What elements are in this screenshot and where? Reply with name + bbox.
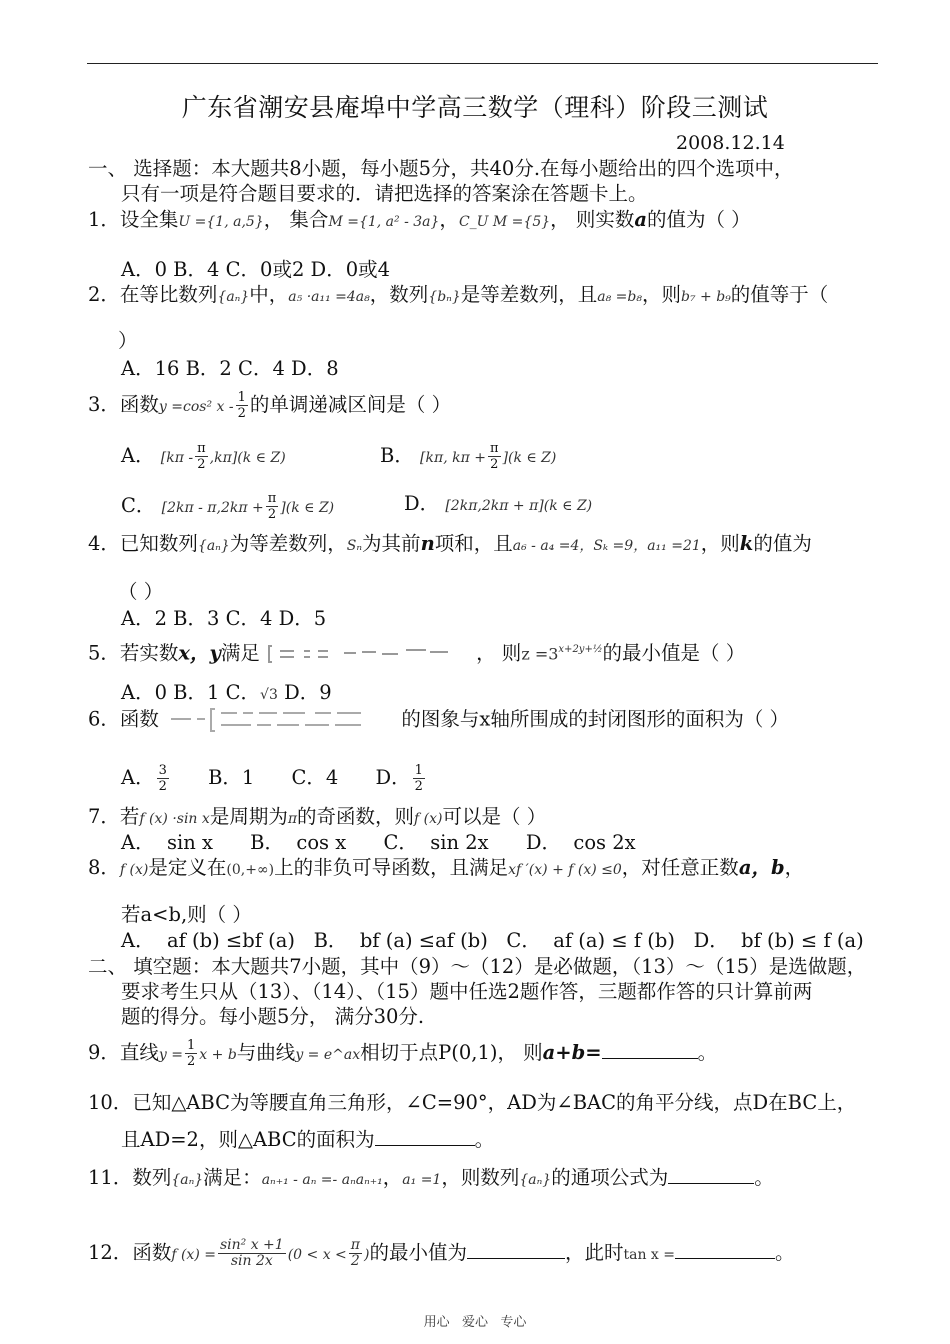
exam-title: 广东省潮安县庵埠中学高三数学（理科）阶段三测试: [181, 93, 769, 122]
q2-cond: a₅ ·a₁₁ =4a₈: [288, 289, 370, 305]
q12-tan: tan x =: [623, 1247, 675, 1263]
q3-opt-fraction: [195, 441, 208, 472]
question-8: [88, 855, 804, 883]
q5-options-text: D．9: [277, 681, 332, 704]
q3-option-label: D．: [404, 492, 440, 515]
q3-frac-den: 2: [267, 507, 277, 522]
q5-text: 5．若实数: [88, 641, 179, 665]
question-12: [88, 1238, 795, 1269]
q8-ab: a，b: [738, 856, 785, 879]
q9-answer-blank[interactable]: [602, 1040, 698, 1059]
question-1: [88, 207, 751, 235]
q8-options: A． af (b) ≤bf (a) B． bf (a) ≤af (b) C． af (a) ≤ f (b) D． bf (b) ≤ f (a): [121, 929, 864, 952]
q3-opt-expr: ](k ∈ Z): [502, 450, 557, 466]
q5-text: 的最小值是（ ）: [602, 641, 746, 665]
q3-option-label: B．: [380, 444, 414, 467]
q3-frac-den: 2: [490, 457, 499, 472]
q12-text: 的最小值为: [369, 1241, 467, 1264]
q10-line2: [121, 1127, 494, 1153]
q4-seq: {aₙ}: [197, 538, 230, 554]
q11-seq: {aₙ}: [171, 1172, 204, 1188]
q5-text: ， 则: [476, 641, 522, 665]
q4-k: k: [739, 532, 754, 555]
q7-expr: f (x) ·sin x: [139, 811, 210, 827]
q8-text: ，对任意正数: [621, 856, 739, 879]
q3-opt-expr: [kπ, kπ +: [420, 450, 486, 466]
q12-min-blank[interactable]: [467, 1240, 565, 1259]
q6-text: 6．函数: [88, 707, 159, 731]
q3-opt-expr: ,kπ](k ∈ Z): [209, 450, 286, 466]
q11-text: ，: [382, 1166, 403, 1189]
q7-text: 可以是（ ）: [442, 805, 547, 828]
q3-option-label: C．: [121, 494, 156, 517]
exam-date: 2008.12.14: [676, 132, 785, 154]
q5-z: z =3: [521, 644, 559, 664]
q3-text: 3．函数: [88, 393, 159, 416]
q4-sn: Sₙ: [346, 538, 363, 554]
q4-text: 为其前: [362, 532, 421, 555]
question-4: [88, 531, 812, 559]
q3-opt-expr: [kπ -: [160, 450, 194, 466]
q6-frac-den: 2: [158, 779, 167, 794]
q12-frac-den: sin 2x: [230, 1253, 273, 1269]
q2-text: 中，: [249, 283, 289, 306]
q12-fx: f (x) =: [171, 1247, 216, 1263]
q7-text: 的奇函数，则: [297, 805, 415, 828]
q8-fx: f (x): [119, 862, 149, 878]
q11-initial: a₁ =1: [402, 1172, 442, 1188]
q1-text: ， 则实数: [550, 208, 635, 231]
q1-set-u: U ={1, a,5}: [178, 214, 264, 230]
q11-text: ，则数列: [441, 1166, 520, 1189]
q4-text: 为等差数列，: [229, 532, 347, 555]
q12-domain-fraction: [349, 1238, 362, 1269]
q4-cond: ，Sₖ =9: [579, 538, 634, 554]
q12-frac-num: π: [350, 1237, 360, 1253]
q6-options-text: A．: [121, 766, 155, 789]
q1-text: ， 集合: [263, 208, 329, 231]
q6-frac-num: 1: [414, 763, 423, 778]
question-7: [88, 804, 546, 832]
section2-heading: 二、 填空题：本大题共7小题，其中（9）～（12）是必做题，（13）～（15）是选做题，: [88, 955, 867, 978]
q6-frac-num: 3: [158, 763, 167, 778]
q3-frac-den: 2: [197, 457, 206, 472]
q3-frac-num: 1: [237, 390, 246, 405]
q10-text: 。: [474, 1128, 495, 1151]
q6-function-image: [165, 705, 395, 735]
q9-text: 9．直线: [88, 1041, 159, 1064]
q8-domain: (0,+∞): [226, 862, 275, 878]
q6-opt-d-fraction: [413, 763, 425, 794]
q9-fraction: [185, 1038, 197, 1069]
q12-tan-blank[interactable]: [675, 1240, 775, 1259]
q6-options: [121, 763, 427, 794]
q9-frac-den: 2: [187, 1054, 196, 1069]
q1-var: a: [634, 208, 647, 231]
q6-options-text: B．1 C．4 D．: [170, 766, 411, 789]
q2-text: 2．在等比数列: [88, 283, 218, 306]
q11-text: 。: [754, 1166, 774, 1189]
q4-text: 项和，且: [434, 532, 513, 555]
q8-text: 是定义在: [148, 856, 227, 879]
q4-n: n: [420, 532, 435, 555]
q2-seq-a: {aₙ}: [217, 289, 250, 305]
q6-text: 的图象与x轴所围成的封闭图形的面积为（ ）: [401, 707, 790, 731]
q3-option-c: [121, 491, 334, 522]
q2-options: A．16 B．2 C．4 D．8: [121, 357, 339, 380]
q4-cond: ，a₁₁ =21: [633, 538, 701, 554]
q11-text: 的通项公式为: [551, 1166, 669, 1189]
q8-text: 8．: [88, 856, 120, 879]
q3-option-d: [404, 491, 592, 519]
q5-options-text: A．0 B．1 C．: [121, 681, 261, 704]
q4-text: ，则: [700, 532, 740, 555]
q3-frac-num: π: [197, 441, 206, 456]
q5-sqrt: √3: [260, 687, 278, 703]
q9-text: 与曲线: [236, 1041, 296, 1064]
q4-text: 的值为: [753, 532, 812, 555]
q3-frac-num: π: [489, 441, 499, 456]
q3-fraction: [236, 390, 248, 421]
q9-line: x + b: [199, 1047, 237, 1063]
section1-heading: 一、 选择题：本大题共8小题，每小题5分，共40分.在每小题给出的四个选项中，: [88, 157, 794, 180]
q11-text: 11．数列: [88, 1166, 172, 1189]
q2-text: ，则: [641, 283, 681, 306]
q3-option-b: [380, 441, 556, 472]
question-5: [88, 637, 745, 668]
top-rule: [87, 63, 878, 64]
q9-text: 相切于点P(0,1)， 则: [360, 1041, 543, 1064]
q3-text: 的单调递减区间是（ ）: [249, 393, 452, 416]
q3-frac-den: 2: [237, 406, 246, 421]
q8-line2: 若a<b,则（ ）: [121, 903, 252, 926]
q12-frac-num: sin² x +1: [219, 1237, 284, 1253]
q4-cond: a₆ - a₄ =4: [512, 538, 580, 554]
q1-text: 1．设全集: [88, 208, 179, 231]
question-11: [88, 1165, 774, 1193]
q11-answer-blank[interactable]: [668, 1165, 754, 1184]
q12-text: 。: [775, 1241, 795, 1264]
q5-vars: x，y: [178, 641, 221, 665]
section1-instruction: 只有一项是符合题目要求的．请把选择的答案涂在答题卡上。: [121, 182, 648, 205]
q2-text: 是等差数列，且: [460, 283, 598, 306]
q12-domain: ): [363, 1247, 370, 1263]
q2-expr: b₇ + b₉: [680, 289, 731, 305]
question-10: 10．已知△ABC为等腰直角三角形，∠C=90°，AD为∠BAC的角平分线，点D在BC上，: [88, 1091, 857, 1114]
question-9: [88, 1038, 717, 1069]
page-footer: 用心 爱心 专心: [423, 1315, 527, 1330]
q5-text: 满足: [220, 641, 260, 665]
question-3: [88, 390, 451, 421]
q7-text: 是周期为: [209, 805, 288, 828]
q1-complement: C_U M ={5}: [458, 214, 551, 230]
q11-seq: {aₙ}: [519, 1172, 552, 1188]
q1-options: A．0 B．4 C．0或2 D．0或4: [121, 258, 391, 281]
q1-text: 的值为（ ）: [646, 208, 751, 231]
question-2: [88, 282, 828, 310]
q12-frac-den: 2: [350, 1253, 360, 1269]
q5-constraint-image: [266, 643, 476, 665]
q8-cond: xf ′(x) + f (x) ≤0: [508, 862, 622, 878]
q6-opt-a-fraction: [157, 763, 169, 794]
question-6: [88, 705, 789, 735]
q3-frac-num: π: [267, 491, 277, 506]
q3-opt-expr: [2kπ - π,2kπ +: [161, 500, 264, 516]
q7-fx: f (x): [414, 811, 443, 827]
q2-seq-b: {bₙ}: [428, 289, 461, 305]
q6-frac-den: 2: [414, 779, 423, 794]
q7-pi: π: [287, 811, 298, 827]
q3-opt-fraction: [266, 491, 279, 522]
q11-text: 满足：: [203, 1166, 262, 1189]
q12-domain: (0 < x <: [287, 1247, 347, 1263]
q11-recurrence: aₙ₊₁ - aₙ =- aₙaₙ₊₁: [261, 1172, 383, 1188]
q5-z-exponent: x+2y+½: [558, 644, 603, 655]
q10-answer-blank[interactable]: [375, 1127, 475, 1146]
q12-text: 12．函数: [88, 1241, 172, 1264]
q7-text: 7．若: [88, 805, 140, 828]
q3-option-label: A．: [121, 444, 155, 467]
q3-opt-expr: ](k ∈ Z): [280, 500, 335, 516]
q2-text: ，数列: [369, 283, 429, 306]
q1-set-m: M ={1, a² - 3a}: [328, 214, 440, 230]
q8-text: ，: [784, 856, 805, 879]
q9-curve: y = e^ax: [295, 1047, 361, 1063]
q7-options: A． sin x B． cos x C． sin 2x D． cos 2x: [121, 831, 636, 854]
q3-opt-fraction: [488, 441, 501, 472]
q2-close-paren: ）: [118, 329, 138, 352]
q4-paren: （ ）: [118, 580, 164, 603]
q12-fraction: [218, 1238, 286, 1269]
q2-cond2: a₈ =b₈: [597, 289, 642, 305]
q3-func: y =cos² x -: [158, 399, 234, 415]
q3-opt-expr: [2kπ,2kπ + π](k ∈ Z): [445, 498, 593, 514]
q9-line: y =: [158, 1047, 184, 1063]
q1-text: ，: [439, 208, 459, 231]
q5-options: [121, 680, 332, 708]
q9-ab: a+b=: [542, 1041, 602, 1064]
q4-text: 4．已知数列: [88, 532, 198, 555]
q10-text: 且AD=2，则△ABC的面积为: [121, 1128, 375, 1151]
q9-text: 。: [697, 1041, 718, 1064]
q8-text: 上的非负可导函数，且满足: [274, 856, 509, 879]
q9-frac-num: 1: [187, 1038, 196, 1053]
q12-text: ，此时: [564, 1241, 624, 1264]
q3-option-a: [121, 441, 286, 472]
q4-options: A．2 B．3 C．4 D．5: [121, 607, 327, 630]
section2-instruction: 要求考生只从（13）、（14）、（15）题中任选2题作答，三题都作答的只计算前两: [121, 980, 813, 1003]
section2-instruction: 题的得分。每小题5分， 满分30分.: [121, 1005, 425, 1028]
q2-text: 的值等于（: [730, 283, 829, 306]
